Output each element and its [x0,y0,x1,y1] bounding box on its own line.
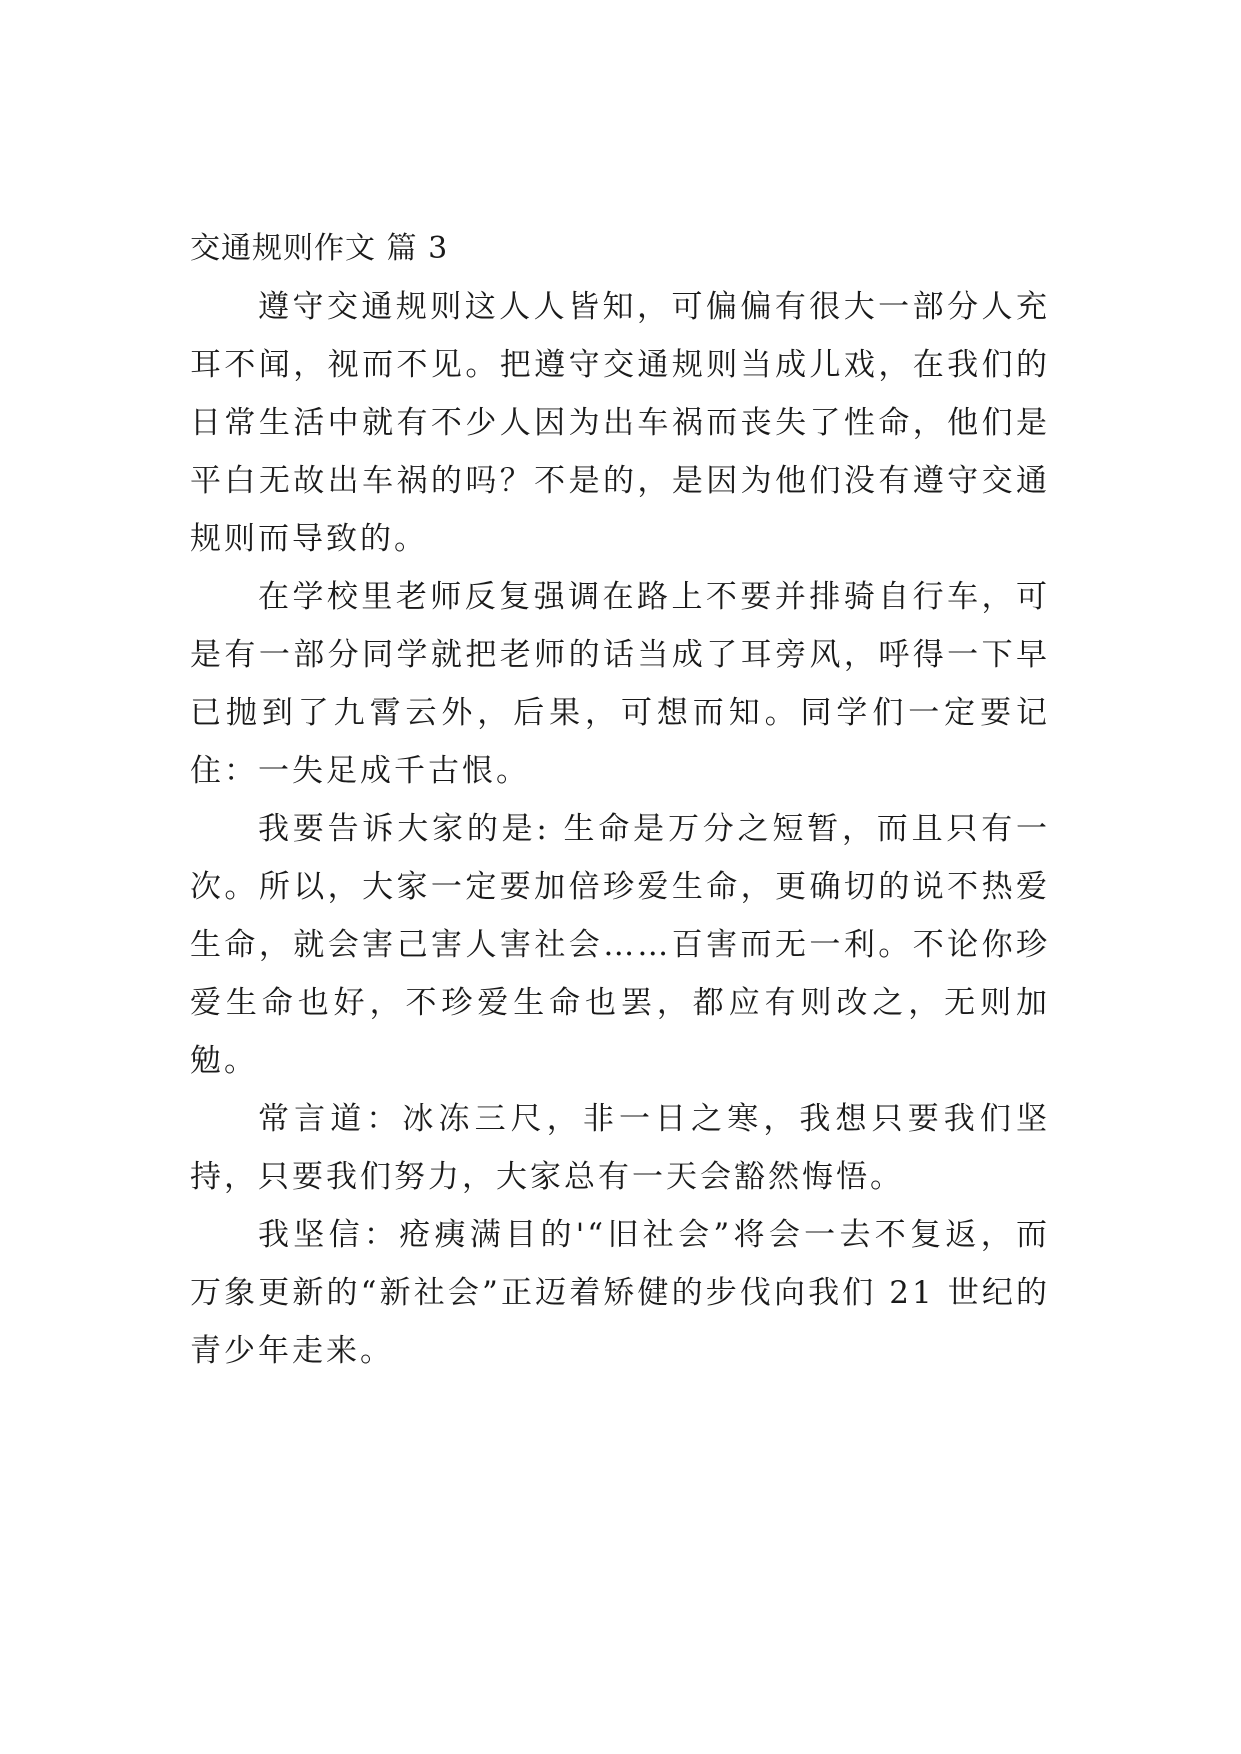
document-title: 交通规则作文 篇 3 [190,231,449,266]
paragraph-4: 常言道：冰冻三尺，非一日之寒，我想只要我们坚持，只要我们努力，大家总有一天会豁然悔悟。 [190,1101,1050,1195]
paragraph-2: 在学校里老师反复强调在路上不要并排骑自行车，可是有一部分同学就把老师的话当成了耳旁风，呼得一下早已抛到了九霄云外，后果，可想而知。同学们一定要记住：一失足成千古恨。 [190,579,1050,789]
paragraph-3: 我要告诉大家的是: 生命是万分之短暂，而且只有一次。所以，大家一定要加倍珍爱生命，更确切的说不热爱生命，就会害己害人害社会……百害而无一利。不论你珍爱生命也好，不珍爱生命也罢，都应有则改之，无则加勉。 [190,811,1050,1079]
paragraph-1: 遵守交通规则这人人皆知，可偏偏有很大一部分人充耳不闻，视而不见。把遵守交通规则当成儿戏，在我们的日常生活中就有不少人因为出车祸而丧失了性命，他们是平白无故出车祸的吗？不是的，是因为他们没有遵守交通规则而导致的。 [190,289,1050,557]
document-page [190,220,1050,1380]
paragraph-5: 我坚信：疮痍满目的'“旧社会”将会一去不复返，而万象更新的“新社会”正迈着矫健的步伐向我们 21 世纪的青少年走来。 [190,1217,1050,1369]
